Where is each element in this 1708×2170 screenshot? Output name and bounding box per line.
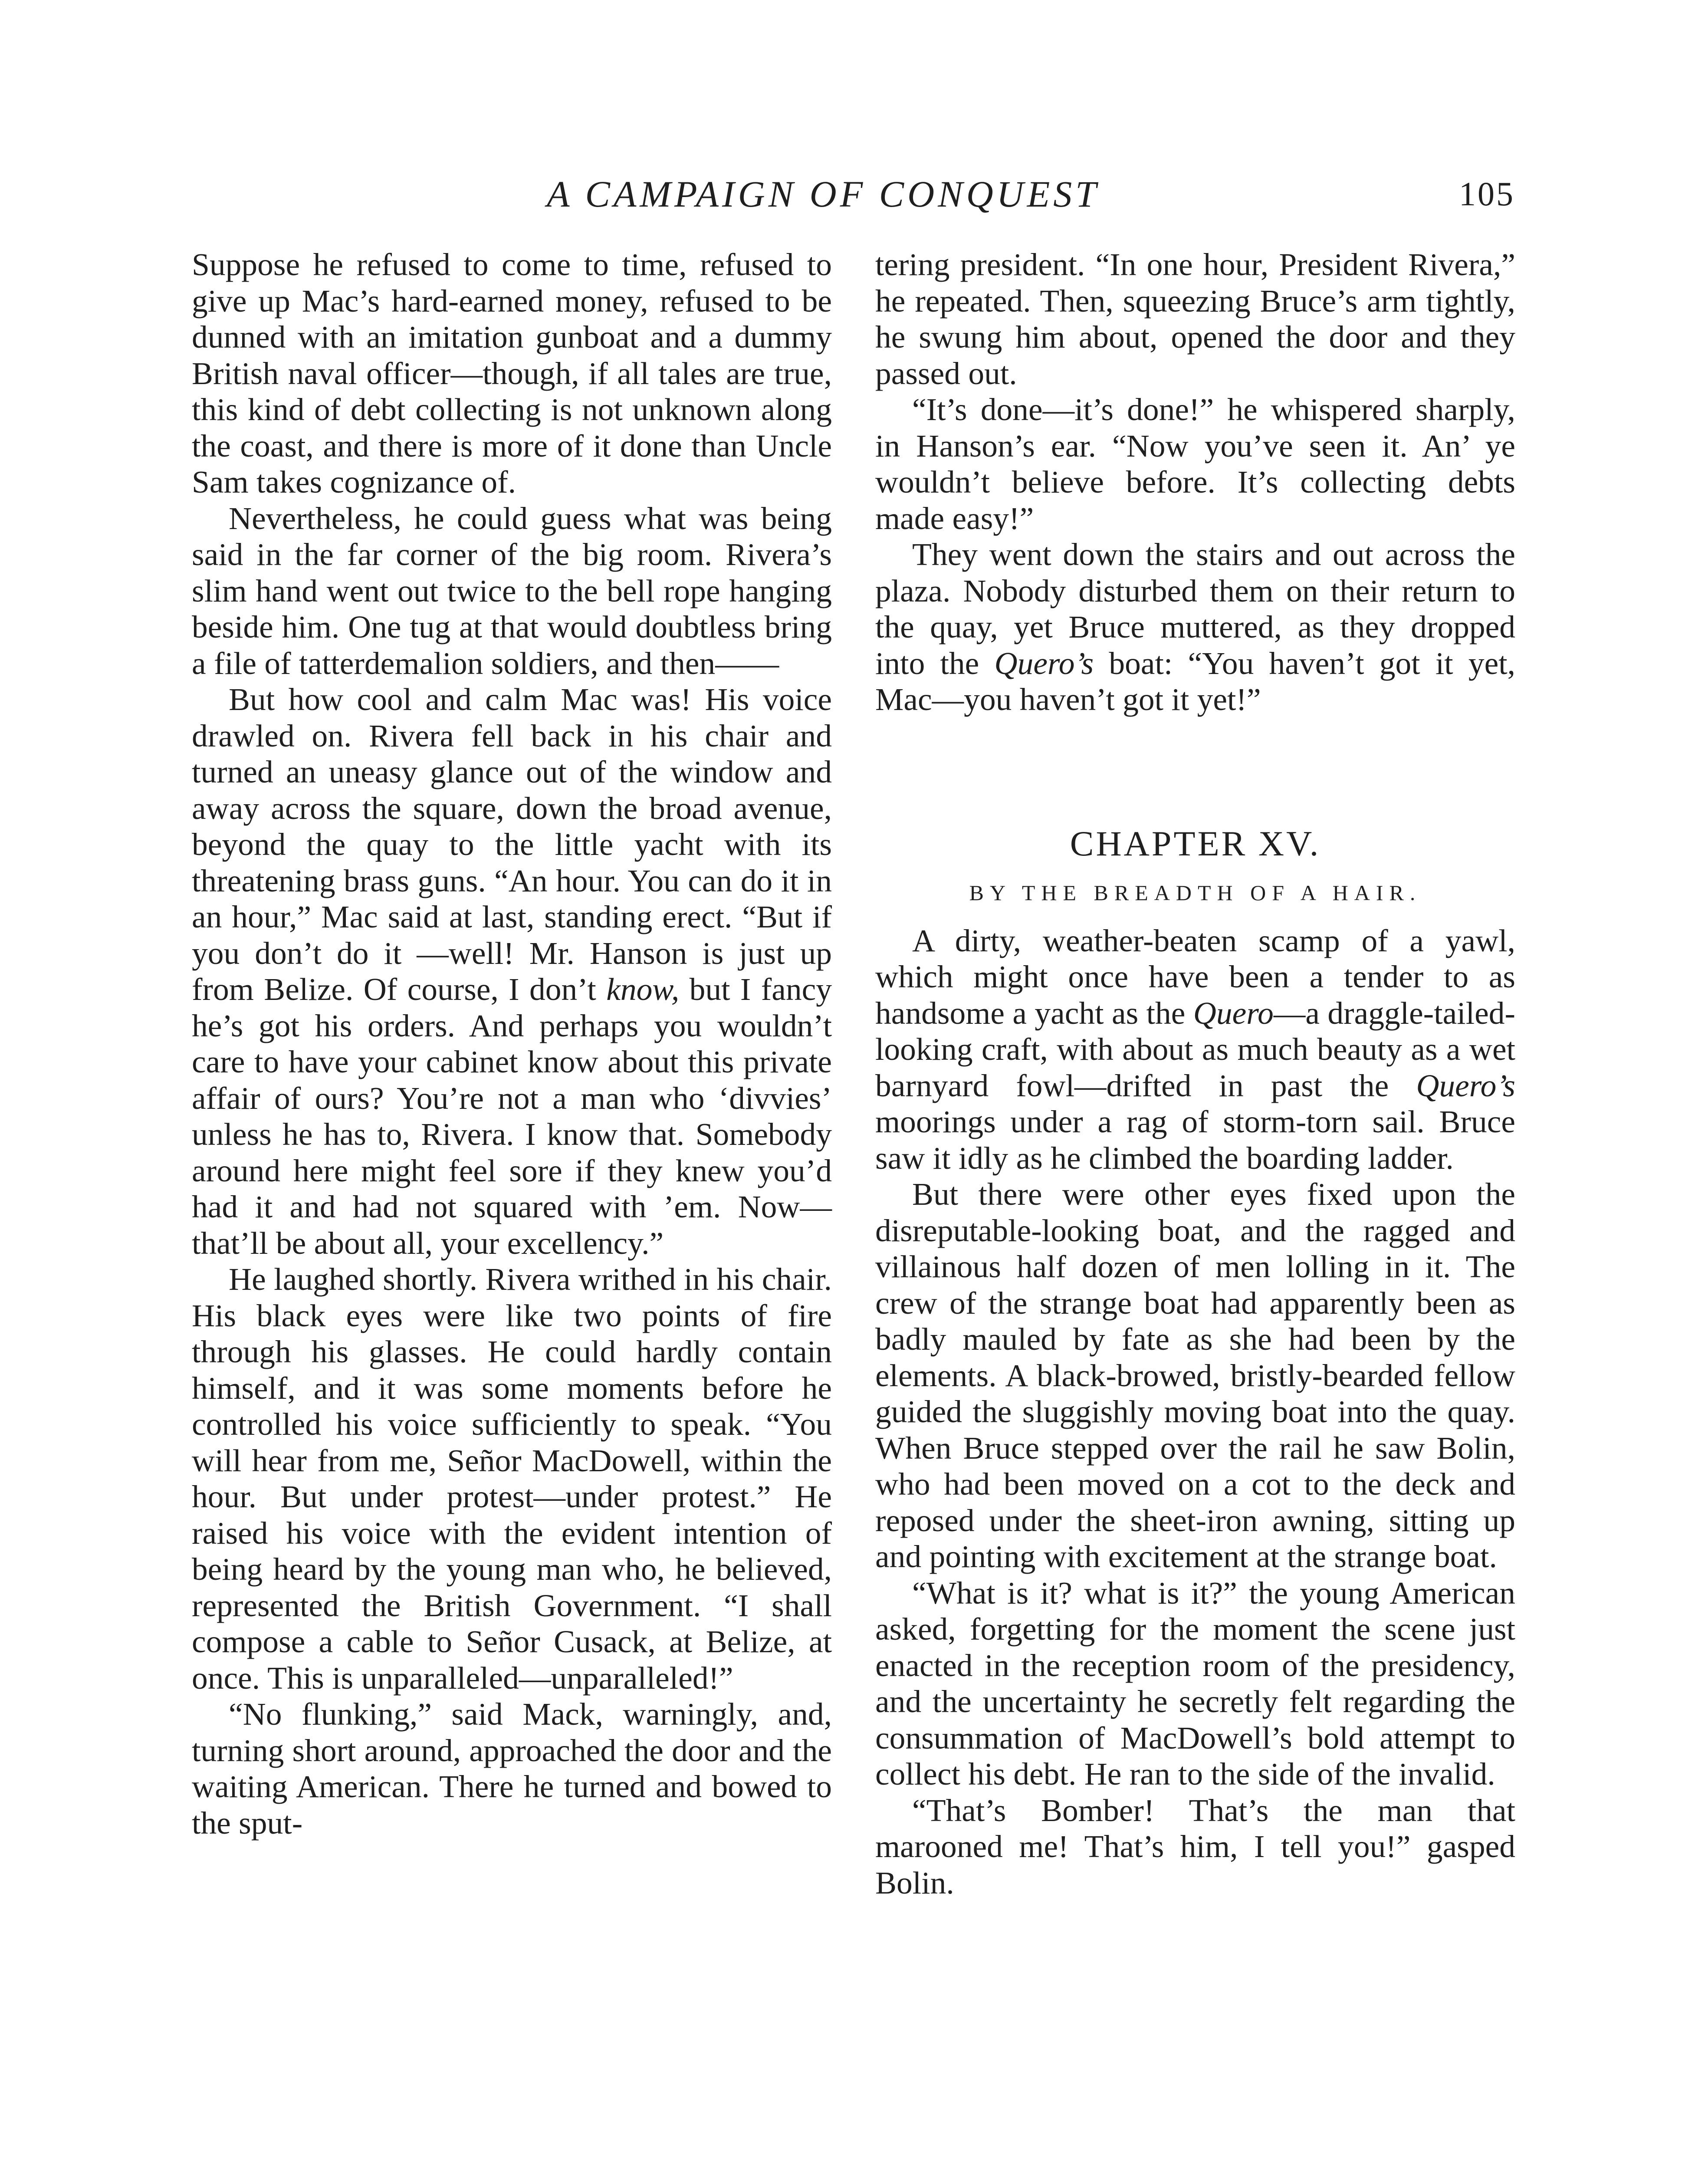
text-run: But how cool and calm Mac was! His voice drawled on. Rivera fell back in his chair and turned an uneasy glance out of the window and away across the square, down the broad avenue, beyond the quay to the little yacht with its threatening brass guns. “An hour. You can do it in an hour,” Mac said at last, standing erect. “But if you don’t do it —well! Mr. Hanson is just up from Belize. Of course, I don’t [192,682,832,1007]
left-column [192,247,832,1841]
italic-text: know, [606,972,680,1007]
paragraph: He laughed shortly. Rivera writhed in his chair. His black eyes were like two points of fire through his glasses. He could hardly contain himself, and it was some moments before he controlled his voice sufficiently to speak. “You will hear from me, Señor MacDowell, within the hour. But under protest—under protest.” He raised his voice with the evident intention of being heard by the young man who, he believed, represented the British Government. “I shall compose a cable to Señor Cusack, at Belize, at once. This is unparalleled—unparalleled!” [192,1262,832,1696]
paragraph: Nevertheless, he could guess what was being said in the far corner of the big room. Rivera’s slim hand went out twice to the bell rope hanging beside him. One tug at that would doubtless bring a file of tatterdemalion soldiers, and then—— [192,500,832,681]
text-run: —a draggle-tailed-looking craft, with about as much beauty as a wet barnyard fowl—drifted in past the [875,995,1515,1103]
italic-text: Quero [1193,995,1274,1031]
paragraph [192,681,832,1261]
page-number: 105 [1459,175,1515,213]
paragraph: “No flunking,” said Mack, warningly, and, turning short around, approached the door and the waiting American. There he turned and bowed to the sput- [192,1697,832,1841]
text-run: boat: “You haven’t got it yet, Mac—you haven’t got it yet!” [875,645,1515,717]
paragraph: Suppose he refused to come to time, refused to give up Mac’s hard-earned money, refused to be dunned with an imitation gunboat and a dummy British naval officer—though, if all tales are true, this kind of debt collecting is not unknown along the coast, and there is more of it done than Uncle Sam takes cognizance of. [192,247,832,500]
paragraph [875,536,1515,718]
chapter-subtitle: BY THE BREADTH OF A HAIR. [969,880,1422,905]
italic-text: Quero’s [1416,1068,1515,1103]
text-run: moorings under a rag of storm-torn sail. Bruce saw it idly as he climbed the boarding ladder. [875,1104,1515,1176]
chapter-title: CHAPTER XV. [1070,823,1321,863]
paragraph [875,923,1515,1177]
paragraph: tering president. “In one hour, President Rivera,” he repeated. Then, squeezing Bruce’s arm tightly, he swung him about, opened the door and they passed out. [875,247,1515,391]
running-header [0,170,1708,218]
text-run: They went down the stairs and out across the plaza. Nobody disturbed them on their return to the quay, yet Bruce muttered, as they dropped into the [875,537,1515,681]
text-run: A dirty, weather-beaten scamp of a yawl, which might once have been a tender to as handsome a yacht as the [875,923,1515,1031]
paragraph: “What is it? what is it?” the young American asked, forgetting for the moment the scene just enacted in the reception room of the presidency, and the uncertainty he secretly felt regarding the consummation of MacDowell’s bold attempt to collect his debt. He ran to the side of the invalid. [875,1575,1515,1792]
text-run: but I fancy he’s got his orders. And perhaps you wouldn’t care to have your cabinet know about this private affair of ours? You’re not a man who ‘divvies’ unless he has to, Rivera. I know that. Somebody around here might feel sore if they knew you’d had it and had not squared with ’em. Now—that’ll be about all, your excellency.” [192,972,832,1261]
paragraph: “That’s Bomber! That’s the man that marooned me! That’s him, I tell you!” gasped Bolin. [875,1792,1515,1900]
italic-text: Quero’s [994,645,1094,681]
right-column [875,247,1515,1901]
running-title: A CAMPAIGN OF CONQUEST [547,173,1100,215]
paragraph: “It’s done—it’s done!” he whispered sharply, in Hanson’s ear. “Now you’ve seen it. An’ ye wouldn’t believe before. It’s collecting debts made easy!” [875,392,1515,536]
paragraph: But there were other eyes fixed upon the disreputable-looking boat, and the ragged and villainous half dozen of men lolling in it. The crew of the strange boat had apparently been as badly mauled by fate as she had been by the elements. A black-browed, bristly-bearded fellow guided the sluggishly moving boat into the quay. When Bruce stepped over the rail he saw Bolin, who had been moved on a cot to the deck and reposed under the sheet-iron awning, sitting up and pointing with excitement at the strange boat. [875,1177,1515,1574]
